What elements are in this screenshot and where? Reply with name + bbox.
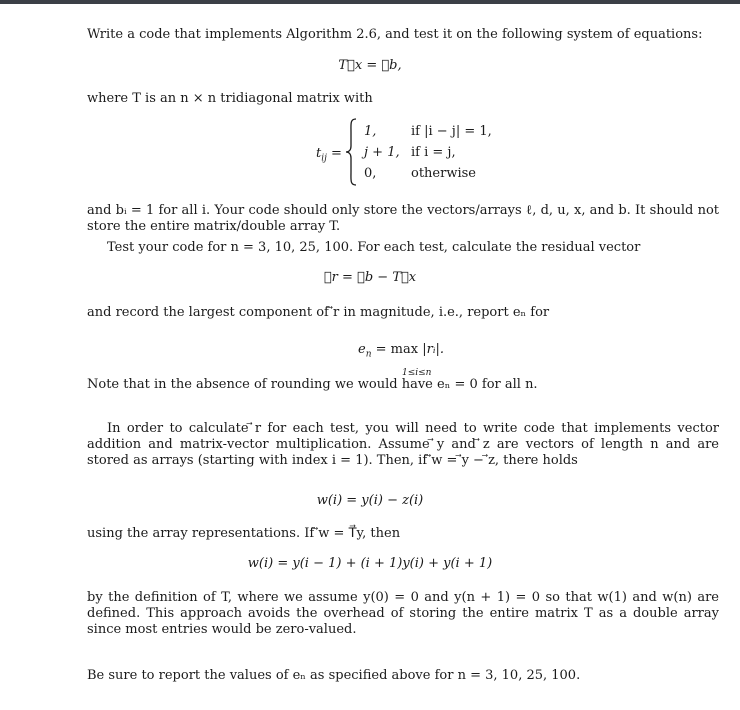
residual-equation: ⃗r = ⃗b − T⃗x <box>323 270 417 285</box>
intro-text: Write a code that implements Algorithm 2.6, and test it on the following system of equations: <box>87 27 703 42</box>
case-value-3: 0, <box>364 166 377 181</box>
max-subscript: 1≤i≤n <box>402 368 432 378</box>
lhs-symbol: t <box>316 146 322 161</box>
w-equation-subtraction: w(i) = y(i) − z(i) <box>316 493 424 508</box>
case-condition-3: otherwise <box>411 166 476 181</box>
where-text: where T is an n × n tridiagonal matrix with <box>87 91 373 106</box>
paragraph-vectors: In order to calculate ⃗r for each test, you will need to write code that implements vector addition and matrix-vector multiplication. Assume ⃗y and ⃗z are vectors of length n and are stored as arrays (starting with index i = 1). Then, if ⃗w = ⃗y − ⃗z, there holds <box>87 421 719 468</box>
case-value-1: 1, <box>364 124 377 139</box>
equation-system: T⃗x = ⃗b, <box>338 58 402 73</box>
using-text: using the array representations. If ⃗w = T⃗y, then <box>87 526 401 541</box>
paragraph-storage: and bᵢ = 1 for all i. Your code should only store the vectors/arrays ℓ, d, u, x, and b. It should not store the entire matrix/double array T. <box>87 203 719 234</box>
case-condition-1: if |i − j| = 1, <box>411 124 492 139</box>
en-lhs: e <box>358 342 366 357</box>
en-equation: $e_n = \max$ |rᵢ|. <box>358 342 444 360</box>
note-text: Note that in the absence of rounding we would have eₙ = 0 for all n. <box>87 377 538 392</box>
matrix-lhs <box>316 146 342 167</box>
en-rhs: |rᵢ|. <box>422 342 444 357</box>
en-lhs-subscript: n <box>365 349 372 360</box>
w-equation-product: w(i) = y(i − 1) + (i + 1)y(i) + y(i + 1) <box>247 556 493 571</box>
test-text: Test your code for n = 3, 10, 25, 100. For each test, calculate the residual vector <box>107 240 641 255</box>
case-condition-2: if i = j, <box>411 145 456 160</box>
record-text: and record the largest component of ⃗r in magnitude, i.e., report eₙ for <box>87 305 550 320</box>
final-text: Be sure to report the values of eₙ as specified above for n = 3, 10, 25, 100. <box>87 668 581 683</box>
lhs-subscript: ij <box>321 153 327 164</box>
max-operator: max <box>390 342 419 357</box>
lhs-equals: = <box>331 146 342 161</box>
paragraph-definition: by the definition of T, where we assume y(0) = 0 and y(n + 1) = 0 so that w(1) and w(n) are defined. This approach avoids the overhead of storing the entire matrix T as a double array since most entries would be zero-valued. <box>87 590 719 637</box>
matrix-definition <box>316 119 576 185</box>
case-value-2: j + 1, <box>364 145 400 160</box>
left-brace-icon <box>344 118 358 186</box>
